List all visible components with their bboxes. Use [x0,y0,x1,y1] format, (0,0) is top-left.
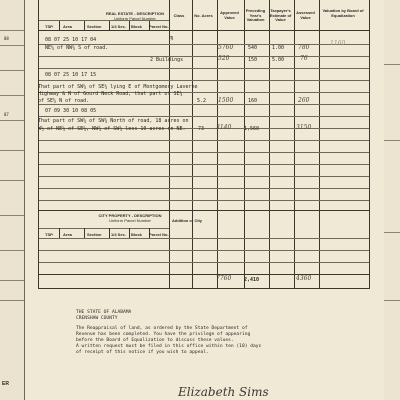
left-code-2: 07 [4,112,9,117]
sub-quarter: 1/4 Sec. [111,24,126,29]
desc-row-8: W½ of NE¼ of SE¼, NW¼ of SW¼ less 10 acres on NE. [38,126,186,132]
city-parcel: Parcel No. [149,232,169,237]
preceding-2: 150 [248,57,258,63]
assessed-5: 260 [298,97,310,104]
notice-line-2: Revenue has been completed. You have the privilege of appearing [76,332,251,337]
right-strip [384,0,400,400]
parcel-line-2: 08 07 25 10 17 15 [45,72,97,78]
notice-line-3: before the Board of Equalization to discuss these values. [76,338,234,343]
approved-8: 3140 [216,124,232,131]
left-torn-strip [0,0,25,400]
notice-line-4: A written request must be filed in this office within ten (10) days [76,344,262,349]
city-section: Section [87,232,102,237]
col-acres: No. Acres [194,13,213,18]
desc-row-7: That part of SW¼ of SW¼ North of road, 18 acres on [38,118,189,124]
city-addition: Addition or City [172,218,202,223]
total-approved: 7760 [216,275,232,282]
col-board: Valuation by Board of Equalization [322,8,364,18]
taxpayer-2: 5.00 [272,57,285,63]
desc-row-3: That part of SW¼ of SE¼ lying E of Montgomery Laverne [38,84,198,90]
col-class: Class [173,13,185,18]
real-estate-subtitle: Uniform Parcel Number [114,15,156,21]
col-taxpayer: Taxpayer's Estimate of Value [269,8,292,22]
assessed-8: 3150 [296,124,312,131]
parcel-line-3: 07 09 30 10 08 05 [45,108,97,114]
notice-line-5: of receipt of this notice if you wish to appeal. [76,350,209,355]
notice-line-1: The Reappraisal of land, as ordered by the State Department of [76,326,248,331]
city-tsp: TSP. [45,232,54,237]
approved-1: 5760 [218,44,234,51]
desc-row-2: 2 Buildings [150,57,184,63]
sub-parcel: Parcel No. [149,24,169,29]
assessed-1: 780 [298,44,310,51]
preceding-1: 540 [248,45,258,51]
desc-row-1: NE¼ of NW¼ S of road. [45,45,109,51]
total-preceding: 2,410 [244,277,260,283]
city-area: Area [63,232,72,237]
acres-8: 73 [198,126,205,132]
approved-2: 520 [218,55,230,62]
desc-row-4: Highway & N of Gourd Neck Road, that part of SE¼ [38,91,183,97]
sub-block: Block [131,24,142,29]
taxpayer-1: 1.00 [272,45,285,51]
notice-county: CRENSHAW COUNTY [76,316,118,321]
city-quarter: 1/4 Sec. [111,232,126,237]
col-assessed: Assessed Value [296,10,315,20]
reappraisal-notice [76,310,376,356]
preceding-5: 160 [248,98,258,104]
left-edge-text: ER [2,381,9,387]
preceding-8: 1,560 [244,126,260,132]
left-code-1: 08 [4,36,9,41]
sub-tsp: TSP. [45,24,54,29]
board-1: 1160 [330,40,346,47]
desc-row-5: of SE¼ N of road. [38,98,90,104]
city-title: CITY PROPERTY - DESCRIPTION [98,213,162,218]
col-approved: Approved Value [220,10,239,20]
city-subtitle: Uniform Parcel Number [109,218,151,223]
sub-area: Area [63,24,72,29]
assessed-2: 76 [300,55,308,62]
approved-5: 1500 [218,97,234,104]
col-preceding: Preceding Year's Valuation [245,8,266,22]
parcel-line-1: 08 07 25 10 17 04 [45,37,97,43]
real-estate-title: REAL ESTATE - DESCRIPTION [105,11,164,16]
signature: Elizabeth Sims [178,385,269,399]
total-assessed: 4360 [296,275,312,282]
acres-5: 5.2 [197,98,207,104]
assessment-form [38,0,370,289]
parcel-mark: ꟻ [170,36,173,42]
notice-state: THE STATE OF ALABAMA [76,310,132,315]
sub-section: Section [87,24,102,29]
city-block: Block [131,232,142,237]
